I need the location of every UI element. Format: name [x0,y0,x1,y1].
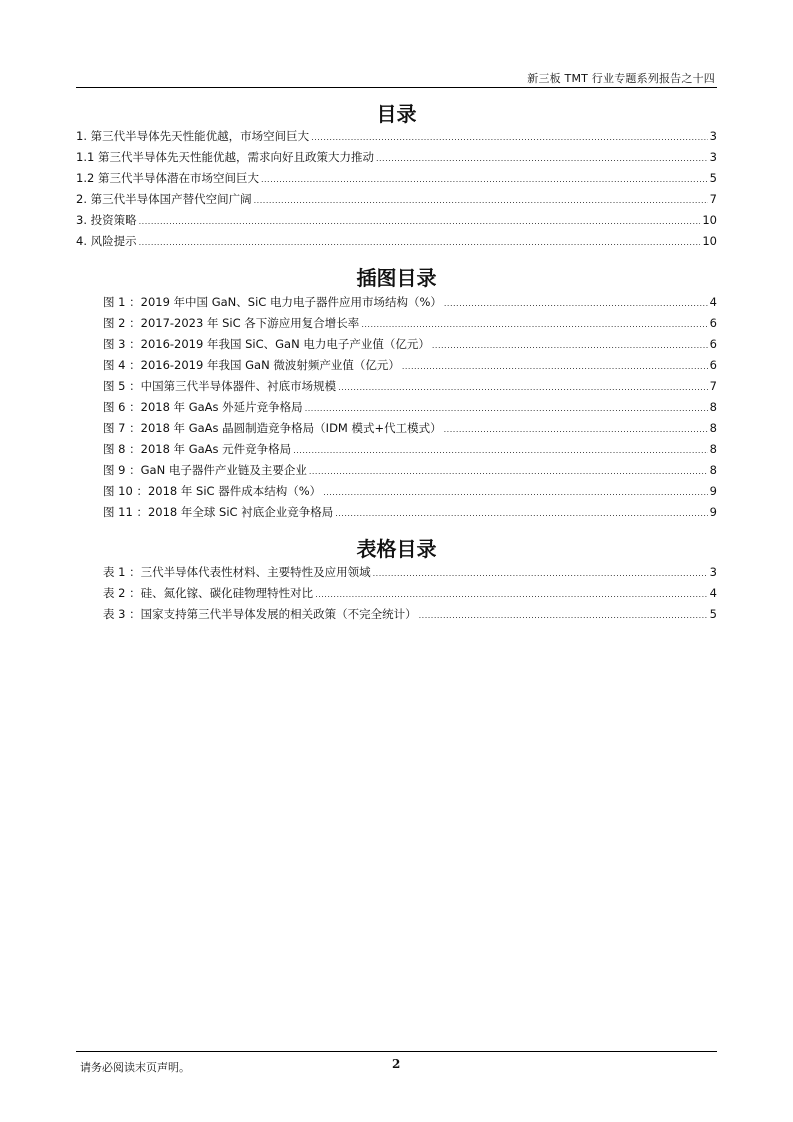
figure-item-label: 图 5 ：中国第三代半导体器件、衬底市场规模 [103,379,337,393]
toc-item[interactable] [76,149,717,170]
figure-item-label: 图 1 ：2019 年中国 GaN、SiC 电力电子器件应用市场结构（%） [103,295,442,309]
leader-dots [432,341,708,350]
figure-item-label: 图 6 ：2018 年 GaAs 外延片竞争格局 [103,400,303,414]
header-rule [76,87,717,88]
toc-item[interactable] [76,128,717,149]
toc-item-page: 3 [709,150,717,164]
figure-item-page: 6 [709,337,717,351]
table-item-label: 表 3 ：国家支持第三代半导体发展的相关政策（不完全统计） [103,607,417,621]
leader-dots [315,590,708,599]
footer-rule [76,1051,717,1052]
figure-item[interactable] [103,504,717,525]
toc-title: 目录 [376,102,417,126]
figures-title: 插图目录 [356,266,437,290]
figure-item-page: 7 [709,379,717,393]
toc-item-label: 1.1 第三代半导体先天性能优越，需求向好且政策大力推动 [76,150,374,164]
toc-item[interactable] [76,191,717,212]
figure-item[interactable] [103,420,717,441]
tables-list [103,564,717,627]
running-header: 新三板 TMT 行业专题系列报告之十四 [527,72,715,85]
figure-item[interactable] [103,462,717,483]
leader-dots [338,383,708,392]
leader-dots [402,362,708,371]
figures-list [103,294,717,525]
toc-item-label: 3. 投资策略 [76,213,137,227]
leader-dots [254,196,708,205]
figure-item-page: 9 [709,505,717,519]
table-item-page: 4 [709,586,717,600]
leader-dots [373,569,708,578]
leader-dots [311,133,708,142]
toc-item-page: 7 [709,192,717,206]
leader-dots [261,175,708,184]
table-item-label: 表 1 ：三代半导体代表性材料、主要特性及应用领域 [103,565,371,579]
leader-dots [139,238,701,247]
leader-dots [139,217,701,226]
leader-dots [361,320,707,329]
figure-item-page: 9 [709,484,717,498]
leader-dots [376,154,708,163]
figure-item-label: 图 11 ：2018 年全球 SiC 衬底企业竞争格局 [103,505,334,519]
table-item[interactable] [103,606,717,627]
toc-item[interactable] [76,233,717,254]
footer-disclaimer: 请务必阅读末页声明。 [80,1061,190,1074]
toc-item[interactable] [76,170,717,191]
leader-dots [444,425,708,434]
tables-title: 表格目录 [356,537,437,561]
leader-dots [293,446,707,455]
figure-item[interactable] [103,357,717,378]
leader-dots [309,467,708,476]
figure-item-label: 图 8 ：2018 年 GaAs 元件竞争格局 [103,442,292,456]
figure-item[interactable] [103,399,717,420]
toc-item-label: 1.2 第三代半导体潜在市场空间巨大 [76,171,259,185]
figure-item-page: 8 [709,421,717,435]
toc-item-page: 5 [709,171,717,185]
figure-item-label: 图 4 ：2016-2019 年我国 GaN 微波射频产业值（亿元） [103,358,400,372]
leader-dots [444,299,708,308]
figure-item-label: 图 7 ：2018 年 GaAs 晶圆制造竞争格局（IDM 模式+代工模式） [103,421,442,435]
figure-item-label: 图 9 ：GaN 电子器件产业链及主要企业 [103,463,307,477]
toc-item[interactable] [76,212,717,233]
table-item-page: 5 [709,607,717,621]
table-item-page: 3 [709,565,717,579]
leader-dots [335,509,707,518]
toc-item-label: 2. 第三代半导体国产替代空间广阔 [76,192,252,206]
figure-item-label: 图 2 ：2017-2023 年 SiC 各下游应用复合增长率 [103,316,360,330]
toc-item-label: 1. 第三代半导体先天性能优越，市场空间巨大 [76,129,310,143]
page-number: 2 [392,1057,401,1071]
toc-item-page: 3 [709,129,717,143]
figure-item[interactable] [103,378,717,399]
figure-item-page: 6 [709,316,717,330]
figure-item-page: 8 [709,442,717,456]
leader-dots [305,404,708,413]
toc-item-page: 10 [702,213,717,227]
figure-item-label: 图 3 ：2016-2019 年我国 SiC、GaN 电力电子产业值（亿元） [103,337,430,351]
figure-item[interactable] [103,294,717,315]
toc-item-label: 4. 风险提示 [76,234,137,248]
figure-item-page: 8 [709,400,717,414]
table-item-label: 表 2 ：硅、氮化镓、碳化硅物理特性对比 [103,586,314,600]
figure-item-page: 8 [709,463,717,477]
leader-dots [419,611,708,620]
figure-item[interactable] [103,315,717,336]
figure-item[interactable] [103,441,717,462]
figure-item-page: 4 [709,295,717,309]
table-item[interactable] [103,564,717,585]
figure-item-page: 6 [709,358,717,372]
figure-item[interactable] [103,483,717,504]
toc-item-page: 10 [702,234,717,248]
figure-item-label: 图 10 ：2018 年 SiC 器件成本结构（%） [103,484,322,498]
table-item[interactable] [103,585,717,606]
leader-dots [323,488,708,497]
figure-item[interactable] [103,336,717,357]
toc-list [76,128,717,254]
